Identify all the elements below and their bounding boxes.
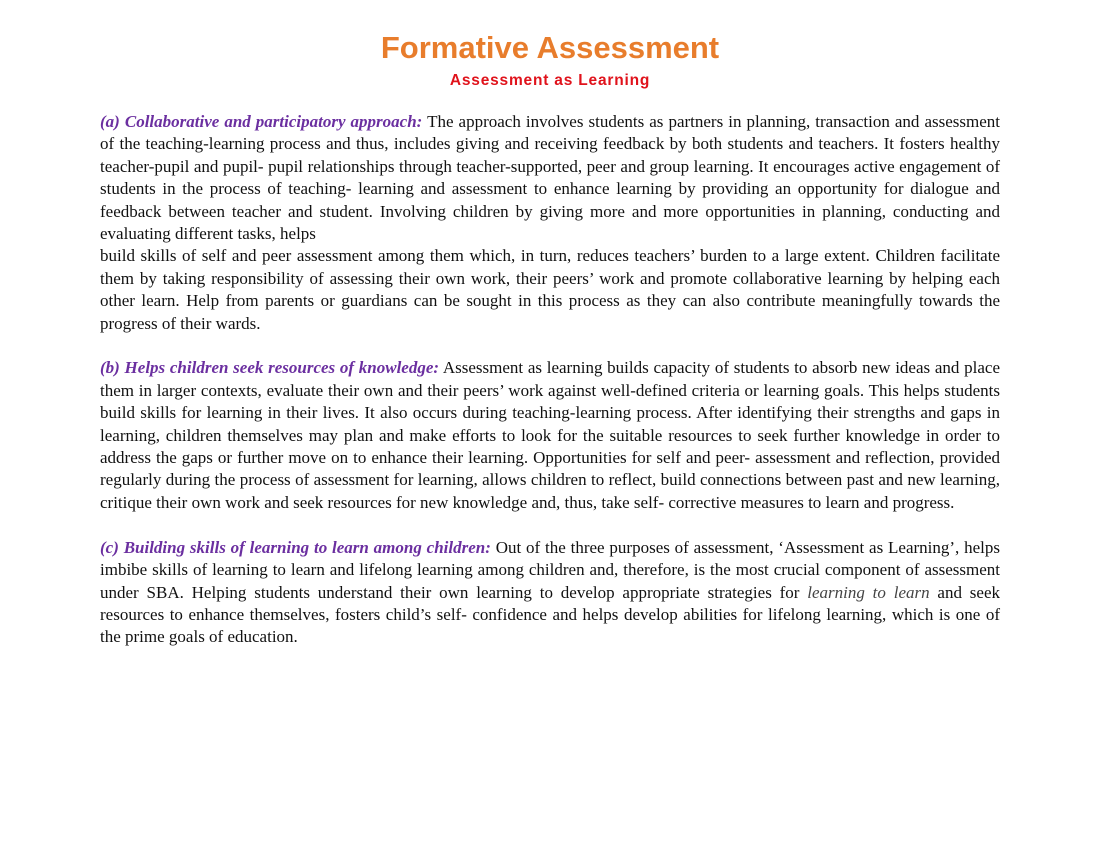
section-b-heading: (b) Helps children seek resources of knowledge: bbox=[100, 358, 440, 378]
section-b bbox=[100, 357, 1000, 514]
section-a bbox=[100, 111, 1000, 335]
section-a-first-block bbox=[100, 111, 1000, 245]
section-c-emphasis: learning to learn bbox=[807, 582, 930, 602]
section-b-text: Assessment as learning builds capacity of students to absorb new ideas and place them in larger contexts, evaluate their own and their peers’ work against well-defined criteria or learning goals. This helps students build skills for learning in their lives. It also occurs during teaching-learning process. After identifying their strengths and gaps in learning, children themselves may plan and make efforts to look for the suitable resources to seek further knowledge in order to address the gaps or further move on to enhance their learning. Opportunities for self and peer- assessment and reflection, provided regularly during the process of assessment for learning, allows children to reflect, build connections between past and new learning, critique their own work and seek resources for new knowledge and, thus, take self- corrective measures to learn and progress. bbox=[100, 358, 1000, 512]
section-c-text-part2: and seek resources to enhance themselves, fosters child’s self- confidence and helps develop abilities for lifelong learning, which is one of the prime goals of education. bbox=[100, 582, 1000, 647]
page-subtitle: Assessment as Learning bbox=[449, 72, 651, 89]
section-c bbox=[100, 537, 1000, 649]
section-a-text-part1: The approach involves students as partners in planning, transaction and assessment of the teaching-learning process and thus, includes giving and receiving feedback by both students and teachers. It fosters healthy teacher-pupil and pupil- pupil relationships through teacher-supported, peer and group learning. It encourages active engagement of students in the process of teaching- learning and assessment to enhance learning by providing an opportunity for dialogue and feedback between teacher and student. Involving children by giving more and more opportunities in planning, conducting and evaluating different tasks, helps bbox=[100, 112, 1000, 244]
section-c-heading: (c) Building skills of learning to learn among children: bbox=[100, 537, 491, 557]
section-c-text-part1: Out of the three purposes of assessment, ‘Assessment as Learning’, helps imbibe skills of learning to learn and lifelong learning among children and, therefore, is the most crucial component of assessment under SBA. Helping students understand their own learning to develop appropriate strategies for bbox=[100, 537, 1000, 602]
page-title: Formative Assessment bbox=[380, 30, 720, 65]
section-a-heading: (a) Collaborative and participatory approach: bbox=[100, 112, 423, 131]
section-a-text-part2: build skills of self and peer assessment among them which, in turn, reduces teachers’ burden to a large extent. Children facilitate them by taking responsibility of assessing their own work, their peers’ work and promote collaborative learning by helping each other learn. Help from parents or guardians can be sought in this process as they can also contribute meaningfully towards the progress of their wards. bbox=[100, 246, 1000, 333]
body-content bbox=[100, 111, 1000, 671]
